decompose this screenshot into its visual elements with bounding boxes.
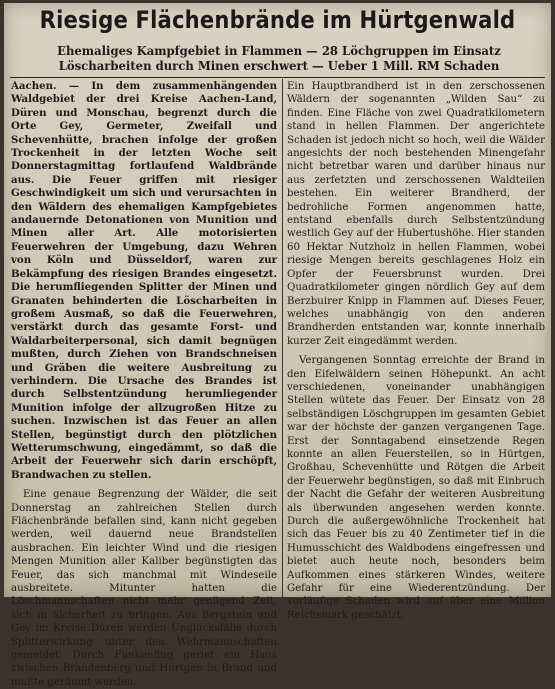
subheadline-line-2: Löscharbeiten durch Minen erschwert — Ueber 1 Mill. RM Schaden (58, 58, 500, 73)
body-paragraph: Eine genaue Begrenzung der Wälder, die seit Donnerstag an zahlreichen Stellen durch Flächenbrände befallen sind, kann nicht gegeben werden, weil dauernd neue Brandstellen ausbrachen. Ein leichter Wind und die riesigen Mengen Munition aller Kaliber begünstigten das Feuer, das sich manchmal mit Windeseile ausbreitete. Mitunter hatten die Löschmannschaften nicht mehr genügend Zeit, sich in Sicherheit zu bringen. Aus Bergstein und Gey im Kreise Düren werden Unglücksfälle durch Splitterwirkung unter den Wehrmannschaften gemeldet. Durch Funkenflug geriet ein Haus zwischen Brandenberg und Hürtgen in Brand und mußte geräumt werden. (11, 489, 277, 688)
body-paragraph: Vergangenen Sonntag erreichte der Brand in den Eifelwäldern seinen Höhepunkt. An acht verschiedenen, voneinander unabhängigen Stellen wütete das Feuer. Der Einsatz von 28 selbständigen Löschgruppen im gesamten Gebiet war der höchste der ganzen vergangenen Tage. Erst der Sonntagabend einsetzende Regen konnte an allen Feuerstellen, so in Hürtgen, Großhau, Schevenhütte und Rötgen die Arbeit der Feuerwehr begünstigen, so daß mit Einbruch der Nacht die Gefahr der weiteren Ausbreitung als überwunden angesehen werden konnte. Durch die außergewöhnliche Trockenheit hat sich das Feuer bis zu 40 Zentimeter tief in die Humusschicht des Waldbodens eingefressen und bietet auch heute noch, besonders beim Aufkommen eines stärkeren Windes, weitere Gefahr für eine Wiederentzündung. Der vorläufige Schaden wird auf über eine Million Reichsmark geschätzt. (287, 355, 545, 621)
subheadline-line-1: Ehemaliges Kampfgebiet in Flammen — 28 Löchgruppen im Einsatz (57, 43, 501, 58)
article-column-right (287, 80, 545, 622)
body-paragraph: Ein Hauptbrandherd ist in den zerschossenen Wäldern der sogenannten „Wilden Sau“ zu finden. Eine Fläche von zwei Quadratkilometern stand in hellen Flammen. Der angerichtete Schaden ist jedoch nicht so hoch, weil die Wälder angesichts der noch bestehenden Minengefahr nicht betretbar waren und darüber hinaus nur aus zerfetzten und zerschossenen Waldteilen bestehen. Ein weiterer Brandherd, der bedrohliche Formen angenommen hatte, entstand ebenfalls durch Selbstentzündung westlich Gey auf der Hubertushöhe. Hier standen 60 Hektar Nutzholz in hellen Flammen, wobei riesige Mengen bereits geschlagenes Holz ein Opfer der Feuersbrunst wurden. Drei Quadratkilometer gingen nördlich Gey auf dem Berzbuirer Knipp in Flammen auf. Dieses Feuer, welches unabhängig von den anderen Brandherden entstanden war, konnte innerhalb kurzer Zeit eingedämmt werden. (287, 81, 545, 347)
subheadline (10, 43, 548, 73)
newspaper-clipping (4, 3, 551, 688)
headline: Riesige Flächenbrände im Hürtgenwald (39, 6, 516, 34)
header-divider (10, 77, 545, 78)
column-divider (282, 79, 283, 597)
article-column-left (11, 80, 277, 689)
lead-paragraph: Aachen. — In dem zusammenhängenden Waldgebiet der drei Kreise Aachen-Land, Düren und Monschau, begrenzt durch die Orte Gey, Germeter, Zweifall und Schevenhütte, brachen infolge der großen Trockenheit in der letzten Woche seit Donnerstagmittag fortlaufend Waldbrände aus. Die Feuer griffen mit riesiger Geschwindigkeit um sich und verursachten in den Wäldern des ehemaligen Kampfgebietes andauernde Detonationen von Munition und Minen aller Art. Alle motorisierten Feuerwehren der Umgebung, dazu Wehren von Köln und Düsseldorf, waren zur Bekämpfung des riesigen Brandes eingesetzt. Die herumfliegenden Splitter der Minen und Granaten behinderten die Löscharbeiten in großem Ausmaß, so daß die Feuerwehren, verstärkt durch das gesamte Forst- und Waldarbeiterpersonal, sich damit begnügen mußten, durch Ziehen von Brandschneisen und Gräben die weitere Ausbreitung zu verhindern. Die Ursache des Brandes ist durch Selbstentzündung herumliegender Munition infolge der allzugroßen Hitze zu suchen. Inzwischen ist das Feuer an allen Stellen, begünstigt durch den plötzlichen Wetterumschwung, eingedämmt, so daß die Arbeit der Feuerwehr sich darin erschöpft, Brandwachen zu stellen. (11, 80, 277, 481)
